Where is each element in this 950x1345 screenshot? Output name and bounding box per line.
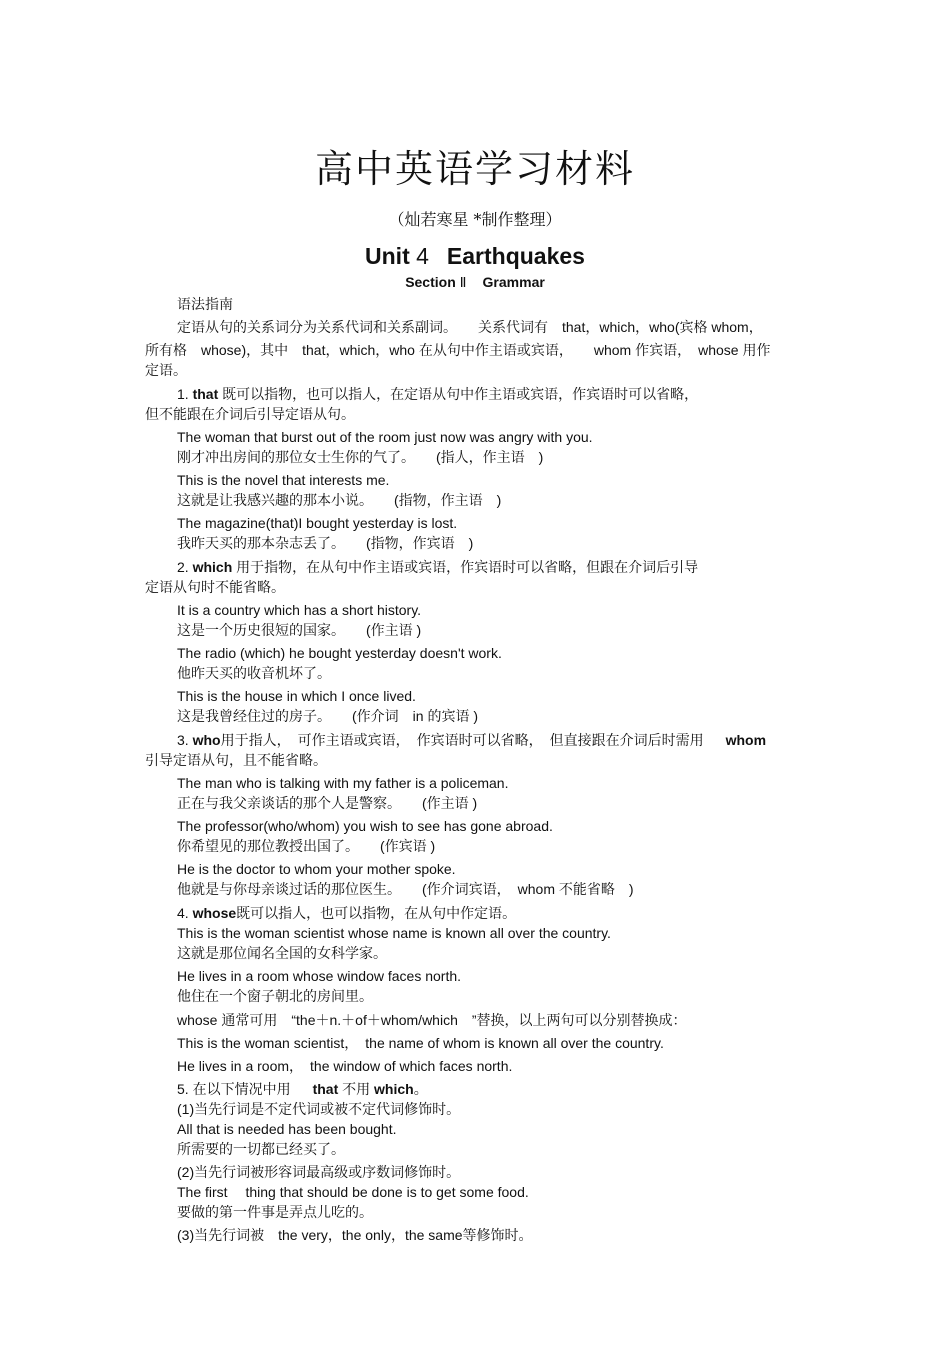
rule-2 [145, 557, 810, 577]
rule-3-keyword: who [192, 732, 221, 748]
example-en: It is a country which has a short history. [177, 602, 422, 618]
case-1: (1)当先行词是不定代词或被不定代词修饰时。 [177, 1101, 461, 1117]
rule-5-keyword: that [312, 1081, 339, 1097]
case-2: (2)当先行词被形容词最高级或序数词修饰时。 [177, 1164, 461, 1180]
example-en: This is the woman scientist， the name of whom is known all over the country. [177, 1035, 664, 1051]
rule-1-keyword: that [192, 386, 219, 402]
unit-name: Earthquakes [446, 243, 585, 269]
example-en: This is the novel that interests me. [177, 472, 390, 488]
rule-2-keyword: which [192, 559, 233, 575]
document-title: 高中英语学习材料 [314, 147, 635, 191]
example-zh: 要做的第一件事是弄点儿吃的。 [177, 1204, 373, 1220]
example-en: The man who is talking with my father is a policeman. [177, 775, 509, 791]
rule-4-number: 4. [177, 905, 189, 921]
example-zh: 我昨天买的那本杂志丢了。 (指物，作宾语 ) [177, 535, 474, 551]
example-en: The woman that burst out of the room just now was angry with you. [177, 429, 593, 445]
guide-heading: 语法指南 [177, 296, 233, 312]
example-zh: 他住在一个窗子朝北的房间里。 [177, 988, 373, 1004]
rule-1 [145, 384, 810, 404]
example-en: The magazine(that)I bought yesterday is lost. [177, 515, 458, 531]
section-heading [0, 274, 950, 291]
rule-2-number: 2. [177, 559, 189, 575]
rule-3-text: 用于指人， 可作主语或宾语， 作宾语时可以省略， 但直接跟在介词后时需用 [220, 732, 704, 748]
section-number: Ⅱ [459, 274, 467, 290]
example-en: This is the woman scientist whose name is known all over the country. [177, 925, 611, 941]
example-en: The radio (which) he bought yesterday doesn't work. [177, 645, 502, 661]
example-zh: 他昨天买的收音机坏了。 [177, 665, 331, 681]
case-3: (3)当先行词被 the very，the only，the same等修饰时。 [177, 1227, 533, 1243]
unit-heading [0, 243, 950, 270]
rule-5-text-3: 。 [413, 1081, 428, 1097]
example-zh: 所需要的一切都已经买了。 [177, 1141, 345, 1157]
example-en: This is the house in which I once lived. [177, 688, 416, 704]
rule-4-note: whose 通常可用 “the＋n.＋of＋whom/which ”替换，以上两句可以分别替换成： [177, 1012, 687, 1028]
rule-1-number: 1. [177, 386, 189, 402]
example-en: The professor(who/whom) you wish to see has gone abroad. [177, 818, 553, 834]
rule-3 [145, 730, 810, 750]
document-subtitle: （灿若寒星 *制作整理） [388, 210, 562, 229]
rule-5 [145, 1079, 810, 1099]
example-zh: 这是我曾经住过的房子。 (作介词 in 的宾语 ) [177, 708, 478, 724]
intro-line-2: 所有格 whose)，其中 that，which，who 在从句中作主语或宾语， whom 作宾语， whose 用作 [145, 342, 771, 358]
intro-line-3: 定语。 [145, 362, 187, 378]
example-zh: 这就是那位闻名全国的女科学家。 [177, 945, 387, 961]
unit-number: 4 [416, 243, 429, 269]
example-zh: 你希望见的那位教授出国了。 (作宾语 ) [177, 838, 436, 854]
rule-3-text-cont: 引导定语从句，且不能省略。 [145, 752, 327, 768]
example-en: He lives in a room whose window faces north. [177, 968, 462, 984]
rule-3-number: 3. [177, 732, 189, 748]
rule-2-text: 用于指物，在从句中作主语或宾语，作宾语时可以省略，但跟在介词后引导 [236, 559, 699, 575]
document-body [145, 294, 810, 1245]
rule-4-keyword: whose [192, 905, 237, 921]
example-zh: 他就是与你母亲谈过话的那位医生。 (作介词宾语， whom 不能省略 ) [177, 881, 634, 897]
rule-5-text: 在以下情况中用 [192, 1081, 291, 1097]
section-label: Section [405, 274, 456, 290]
example-zh: 正在与我父亲谈话的那个人是警察。 (作主语 ) [177, 795, 478, 811]
example-zh: 这是一个历史很短的国家。 (作主语 ) [177, 622, 422, 638]
rule-5-text-2: 不用 [342, 1081, 371, 1097]
rule-1-text-cont: 但不能跟在介词后引导定语从句。 [145, 406, 355, 422]
rule-4-text: 既可以指人，也可以指物，在从句中作定语。 [236, 905, 517, 921]
rule-2-text-cont: 定语从句时不能省略。 [145, 579, 285, 595]
rule-5-number: 5. [177, 1081, 189, 1097]
example-en: All that is needed has been bought. [177, 1121, 397, 1137]
rule-4 [145, 903, 810, 923]
rule-1-text: 既可以指物，也可以指人，在定语从句中作主语或宾语，作宾语时可以省略， [222, 386, 699, 402]
unit-label: Unit [365, 243, 410, 269]
example-en: He is the doctor to whom your mother spoke. [177, 861, 456, 877]
example-zh: 刚才冲出房间的那位女士生你的气了。 (指人，作主语 ) [177, 449, 544, 465]
example-zh: 这就是让我感兴趣的那本小说。 (指物，作主语 ) [177, 492, 502, 508]
rule-3-keyword-2: whom [725, 732, 767, 748]
intro-line-1: 定语从句的关系词分为关系代词和关系副词。 关系代词有 that，which，who(宾格 whom， [177, 319, 763, 335]
section-name: Grammar [482, 274, 545, 290]
example-en: He lives in a room， the window of which faces north. [177, 1058, 513, 1074]
example-en: The first thing that should be done is to get some food. [177, 1184, 529, 1200]
rule-5-keyword-2: which [374, 1081, 414, 1097]
